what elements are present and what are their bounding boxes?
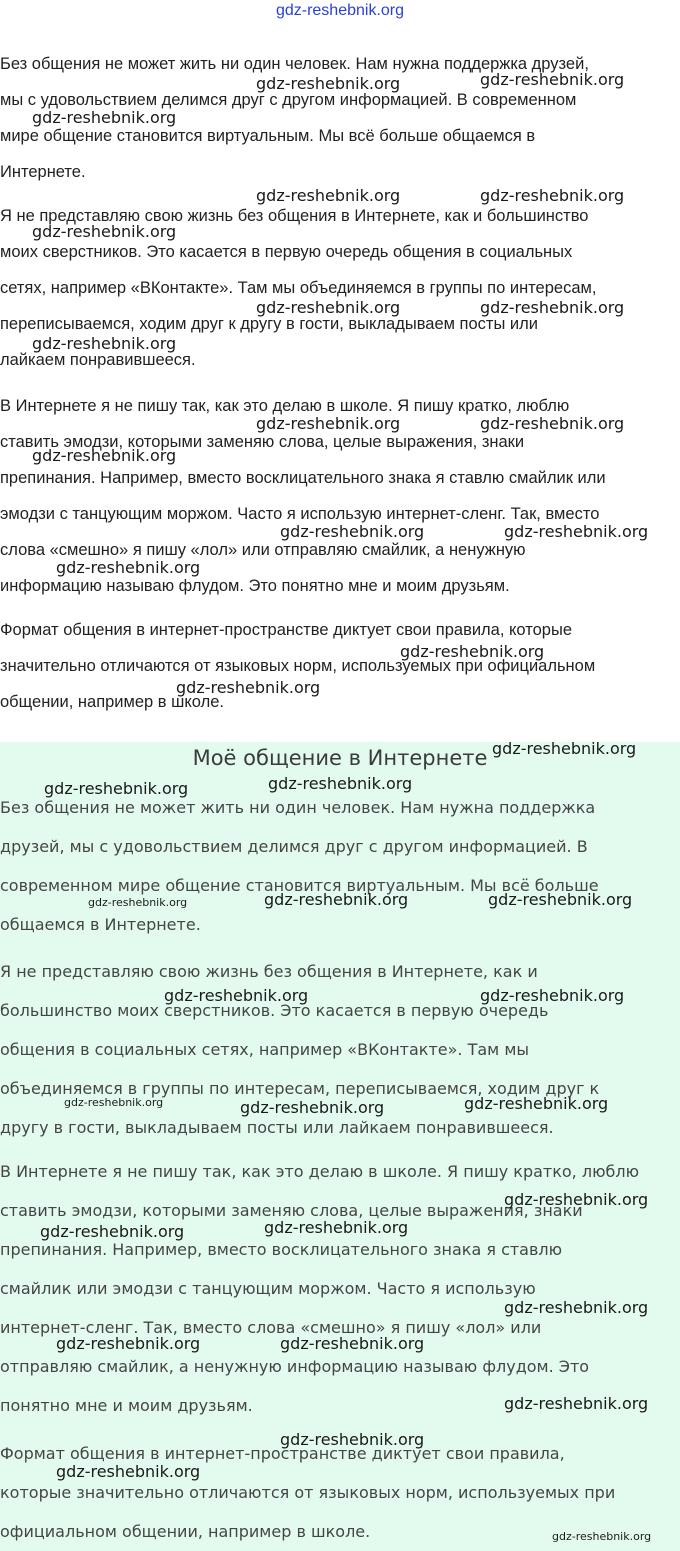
text-line: Формат общения в интернет-пространстве диктует свои правила, которые	[0, 621, 572, 639]
watermark: gdz-reshebnik.org	[464, 1094, 609, 1113]
essay-title: Моё общение в Интернете	[192, 746, 488, 770]
watermark: gdz-reshebnik.org	[32, 334, 177, 353]
text-line: Формат общения в интернет-пространстве диктует свои правила,	[0, 1444, 565, 1463]
text-line: которые значительно отличаются от языковых норм, используемых при	[0, 1483, 616, 1502]
text-line: сетях, например «ВКонтакте». Там мы объединяемся в группы по интересам,	[0, 279, 597, 297]
text-line: переписываемся, ходим друг к другу в гости, выкладываем посты или	[0, 315, 538, 333]
text-line: препинания. Например, вместо восклицательного знака я ставлю смайлик или	[0, 469, 606, 487]
watermark: gdz-reshebnik.org	[56, 558, 201, 577]
text-line: друзей, мы с удовольствием делимся друг с другом информацией. В	[0, 837, 588, 856]
watermark: gdz-reshebnik.org	[56, 1462, 201, 1481]
text-line: Интернете.	[0, 163, 86, 181]
text-line: слова «смешно» я пишу «лол» или отправляю смайлик, а ненужную	[0, 541, 526, 559]
paragraph-4	[0, 612, 601, 720]
text-line: общении, например в школе.	[0, 693, 224, 711]
watermark: gdz-reshebnik.org	[256, 414, 401, 433]
watermark: gdz-reshebnik.org	[64, 1096, 164, 1109]
watermark: gdz-reshebnik.org	[176, 678, 321, 697]
text-line: отправляю смайлик, а ненужную информацию называю флудом. Это	[0, 1357, 590, 1376]
watermark: gdz-reshebnik.org	[256, 74, 401, 93]
watermark: gdz-reshebnik.org	[504, 1394, 649, 1413]
text-line: Я не представляю свою жизнь без общения в Интернете, как и	[0, 962, 538, 981]
watermark: gdz-reshebnik.org	[480, 414, 625, 433]
paragraph-2	[0, 952, 599, 1147]
text-line: моих сверстников. Это касается в первую очередь общения в социальных	[0, 243, 573, 261]
watermark: gdz-reshebnik.org	[552, 1530, 652, 1543]
text-line: Без общения не может жить ни один человек. Нам нужна поддержка	[0, 798, 596, 817]
watermark: gdz-reshebnik.org	[240, 1098, 385, 1117]
watermark: gdz-reshebnik.org	[32, 446, 177, 465]
text-line: В Интернете я не пишу так, как это делаю в школе. Я пишу кратко, люблю	[0, 1162, 640, 1181]
text-line: ставить эмодзи, которыми заменяю слова, целые выражения, знаки	[0, 433, 525, 451]
watermark: gdz-reshebnik.org	[504, 522, 649, 541]
watermark: gdz-reshebnik.org	[32, 108, 177, 127]
text-line: лайкаем понравившееся.	[0, 351, 196, 369]
text-line: ставить эмодзи, которыми заменяю слова, целые выражения, знаки	[0, 1201, 583, 1220]
text-line: современном мире общение становится виртуальным. Мы всё больше	[0, 876, 599, 895]
text-line: мире общение становится виртуальным. Мы всё больше общаемся в	[0, 127, 536, 145]
watermark: gdz-reshebnik.org	[44, 779, 189, 798]
text-line: В Интернете я не пишу так, как это делаю в школе. Я пишу кратко, люблю	[0, 397, 570, 415]
watermark: gdz-reshebnik.org	[480, 986, 625, 1005]
site-header-link[interactable]: gdz-reshebnik.org	[275, 2, 405, 19]
watermark: gdz-reshebnik.org	[480, 298, 625, 317]
watermark: gdz-reshebnik.org	[32, 222, 177, 241]
text-line: эмодзи с танцующим моржом. Часто я использую интернет-сленг. Так, вместо	[0, 505, 600, 523]
watermark: gdz-reshebnik.org	[280, 522, 425, 541]
text-line: препинания. Например, вместо восклицательного знака я ставлю	[0, 1240, 563, 1259]
watermark: gdz-reshebnik.org	[504, 1298, 649, 1317]
watermark: gdz-reshebnik.org	[264, 890, 409, 909]
watermark: gdz-reshebnik.org	[264, 1218, 409, 1237]
watermark: gdz-reshebnik.org	[268, 774, 413, 793]
watermark: gdz-reshebnik.org	[40, 1222, 185, 1241]
text-line: понятно мне и моим друзьям.	[0, 1396, 253, 1415]
watermark: gdz-reshebnik.org	[400, 642, 545, 661]
text-line: Без общения не может жить ни один человек. Нам нужна поддержка друзей,	[0, 55, 589, 73]
watermark: gdz-reshebnik.org	[492, 739, 637, 758]
text-line: Я не представляю свою жизнь без общения в Интернете, как и большинство	[0, 207, 589, 225]
watermark: gdz-reshebnik.org	[480, 186, 625, 205]
watermark: gdz-reshebnik.org	[164, 986, 309, 1005]
text-line: объединяемся в группы по интересам, переписываемся, ходим друг к	[0, 1079, 600, 1098]
text-line: информацию называю флудом. Это понятно мне и моим друзьям.	[0, 577, 510, 595]
text-line: значительно отличаются от языковых норм, используемых при официальном	[0, 657, 596, 675]
watermark: gdz-reshebnik.org	[88, 896, 188, 909]
watermark: gdz-reshebnik.org	[280, 1334, 425, 1353]
text-line: общаемся в Интернете.	[0, 915, 201, 934]
watermark: gdz-reshebnik.org	[488, 890, 633, 909]
text-line: смайлик или эмодзи с танцующим моржом. Часто я использую	[0, 1279, 536, 1298]
paragraph-4	[0, 1434, 615, 1551]
text-line: официальном общении, например в школе.	[0, 1522, 371, 1541]
watermark: gdz-reshebnik.org	[480, 70, 625, 89]
watermark: gdz-reshebnik.org	[504, 1190, 649, 1209]
text-line: интернет-сленг. Так, вместо слова «смешно» я пишу «лол» или	[0, 1318, 542, 1337]
text-line: другу в гости, выкладываем посты или лайкаем понравившееся.	[0, 1118, 554, 1137]
watermark: gdz-reshebnik.org	[280, 1430, 425, 1449]
text-line: большинство моих сверстников. Это касается в первую очередь	[0, 1001, 549, 1020]
watermark: gdz-reshebnik.org	[256, 186, 401, 205]
watermark: gdz-reshebnik.org	[56, 1334, 201, 1353]
text-line: мы с удовольствием делимся друг с другом информацией. В современном	[0, 91, 577, 109]
essay-text-plain	[0, 42, 680, 742]
paragraph-1	[0, 788, 599, 944]
watermark: gdz-reshebnik.org	[256, 298, 401, 317]
text-line: общения в социальных сетях, например «ВКонтакте». Там мы	[0, 1040, 530, 1059]
